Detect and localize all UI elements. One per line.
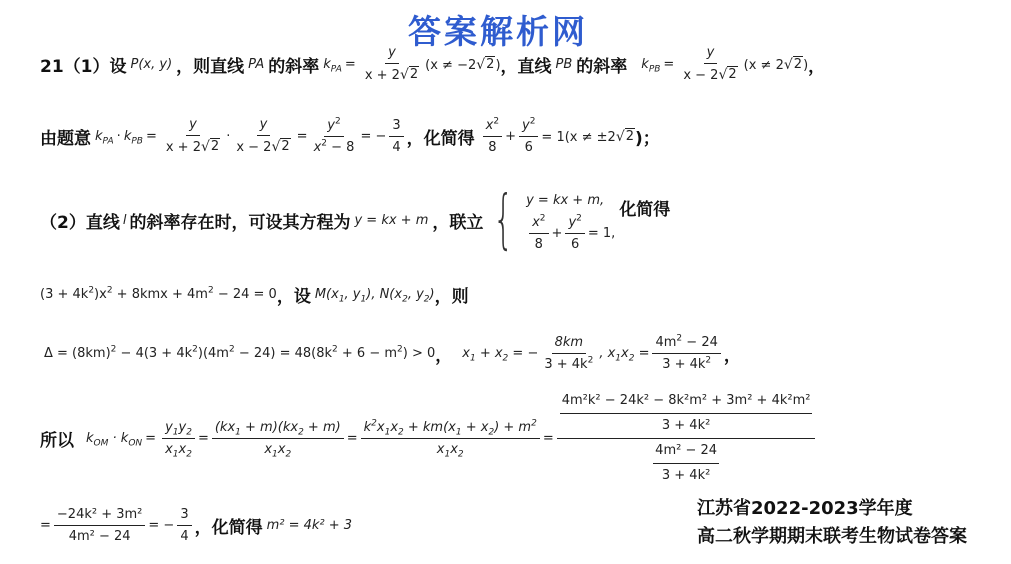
sum-roots: $x_1 + x_2$ = −: [462, 345, 539, 364]
frac-expanded: $\frac{k^2x_1x_2 + km(x_1 + x_2) + m^2}{x_1x_2}$: [361, 419, 540, 458]
plus: +: [505, 128, 516, 144]
final-result: m² = 4k² + 3: [266, 517, 353, 533]
ellipse-cond: = 1(x ≠ ±2 √ 2: [541, 128, 635, 145]
system-eq-2: $\frac{x^2}{8}$ + $\frac{y^2}{6}$ = 1,: [526, 214, 615, 253]
k-pa: $k_{PA}$: [323, 56, 342, 75]
complex-den-num: 4m² − 24: [653, 441, 719, 464]
line-4: [40, 280, 469, 308]
cond-b: (x ≠ 2 √ 2 ): [743, 56, 809, 73]
frac-y1y2: $\frac{y_1y_2}{x_1x_2}$: [162, 419, 195, 458]
discriminant: $\Delta = (8km)^2 - 4(3 + 4k^2)(4m^2 - 24) = 48(8k^2 + 6 - m^2) > 0$: [44, 344, 436, 361]
complex-numerator: 4m²k² − 24k² − 8k²m² + 3m² + 4k²m²: [560, 391, 813, 414]
text-line-pb: ，直线: [500, 56, 552, 77]
product-roots: , $x_1x_2$ =: [599, 345, 650, 364]
close-paren: )；: [635, 128, 660, 149]
text-then: ，则直线: [176, 56, 245, 77]
point-p: P(x, y): [130, 56, 173, 72]
text-slope: 的斜率: [268, 56, 320, 77]
equals-6: =: [197, 430, 209, 446]
complex-num-den: 3 + 4k²: [661, 417, 711, 433]
text-simplify-3: ，化简得: [194, 517, 263, 538]
text-slope-exists: 的斜率存在时，可设其方程为: [129, 212, 351, 233]
corner-line-2: 高二秋学期期末联考生物试卷答案: [697, 526, 967, 547]
equals-2: =: [663, 56, 675, 72]
frac-b: y x − 2 √ 2: [236, 117, 290, 155]
line-equation: y = kx + m: [354, 212, 429, 228]
comma: ，: [808, 56, 826, 77]
equals-3: =: [145, 128, 157, 144]
frac-x2-8: $\frac{x^2}{8}$: [483, 117, 502, 156]
neg-equals-2: = −: [148, 517, 175, 533]
line-5: [44, 328, 741, 378]
frac-neg-3-4-b: $\frac{3}{4}$: [177, 506, 191, 545]
frac-final: $\frac{\text{−24k² + 3m²}}{\text{4m² − 24}}$: [54, 506, 145, 545]
frac-sum: $\frac{8km}{3 + 4k^2}$: [544, 334, 594, 372]
k-pb: $k_{PB}$: [641, 56, 661, 75]
equals-9: =: [40, 517, 51, 533]
line-6: [40, 390, 818, 486]
equals-5: =: [145, 430, 157, 446]
problem-number: 21（1）设: [40, 56, 127, 77]
frac-complex: [557, 391, 816, 486]
frac-y2-6: $\frac{y^2}{6}$: [519, 117, 538, 156]
text-therefore: 所以: [40, 430, 74, 451]
system-eq-1: y = kx + m,: [526, 192, 605, 208]
equals: =: [344, 56, 356, 72]
k-pb-2: $k_{PB}$: [123, 128, 143, 147]
equals-7: =: [346, 430, 358, 446]
frac-kpb: y x − 2 √ 2: [683, 45, 737, 83]
corner-line-1: 江苏省2022-2023学年度: [697, 498, 913, 519]
cond-a: (x ≠ −2 √ 2 ): [425, 56, 501, 73]
text-simplify: ，化简得: [406, 128, 475, 149]
frac-y2: $\frac{y^2}{x^2 - 8}$: [313, 116, 355, 155]
equals-4: =: [296, 128, 308, 144]
frac-neg-3-4: $\frac{3}{4}$: [389, 117, 403, 156]
complex-den-den: 3 + 4k²: [661, 467, 711, 483]
quadratic-expr: $(3 + 4k^2)x^2 + 8kmx + 4m^2 - 24 = 0$: [40, 285, 277, 302]
line-pb: PB: [555, 56, 573, 72]
k-pa-2: $k_{PA}$: [95, 128, 114, 147]
line-2: [40, 108, 660, 164]
text-slope-2: 的斜率: [576, 56, 628, 77]
points-mn: $M(x_1$, $y_1$), $N(x_2$, $y_2$): [314, 286, 435, 305]
line-pa: PA: [248, 56, 265, 72]
text-simplify-2: 化简得: [619, 199, 671, 220]
dot-2: ·: [226, 128, 231, 144]
k-om-k-on: $k_{OM} \cdot k_{ON}$: [86, 430, 143, 449]
equals-8: =: [542, 430, 554, 446]
watermark-title: 答案解析网: [408, 12, 588, 51]
frac-product: $\frac{4m^2 - 24}{3 + 4k^2}$: [652, 334, 720, 373]
text-by-problem: 由题意: [40, 128, 91, 149]
left-brace: {: [493, 183, 514, 257]
frac-kpa: y x + 2 √ 2: [364, 45, 419, 83]
frac-kx-m: $\frac{(kx_1 + m)(kx_2 + m)}{x_1x_2}$: [212, 419, 344, 458]
line-7: [40, 500, 352, 550]
text-combine: ，联立: [432, 212, 484, 233]
line-l: l: [122, 212, 127, 228]
system-of-equations: [483, 183, 616, 257]
neg-equals: = −: [360, 128, 387, 144]
line-3: [40, 178, 670, 262]
frac-a: y x + 2 √ 2: [165, 117, 220, 155]
dot: ·: [116, 128, 121, 144]
text-then-2: ，则: [434, 286, 469, 307]
line-1: [40, 36, 825, 92]
comma-2: ，: [435, 345, 453, 366]
comma-3: ，: [723, 345, 741, 366]
part-2-label: （2）直线: [40, 212, 120, 233]
text-let: ，设: [276, 286, 311, 307]
